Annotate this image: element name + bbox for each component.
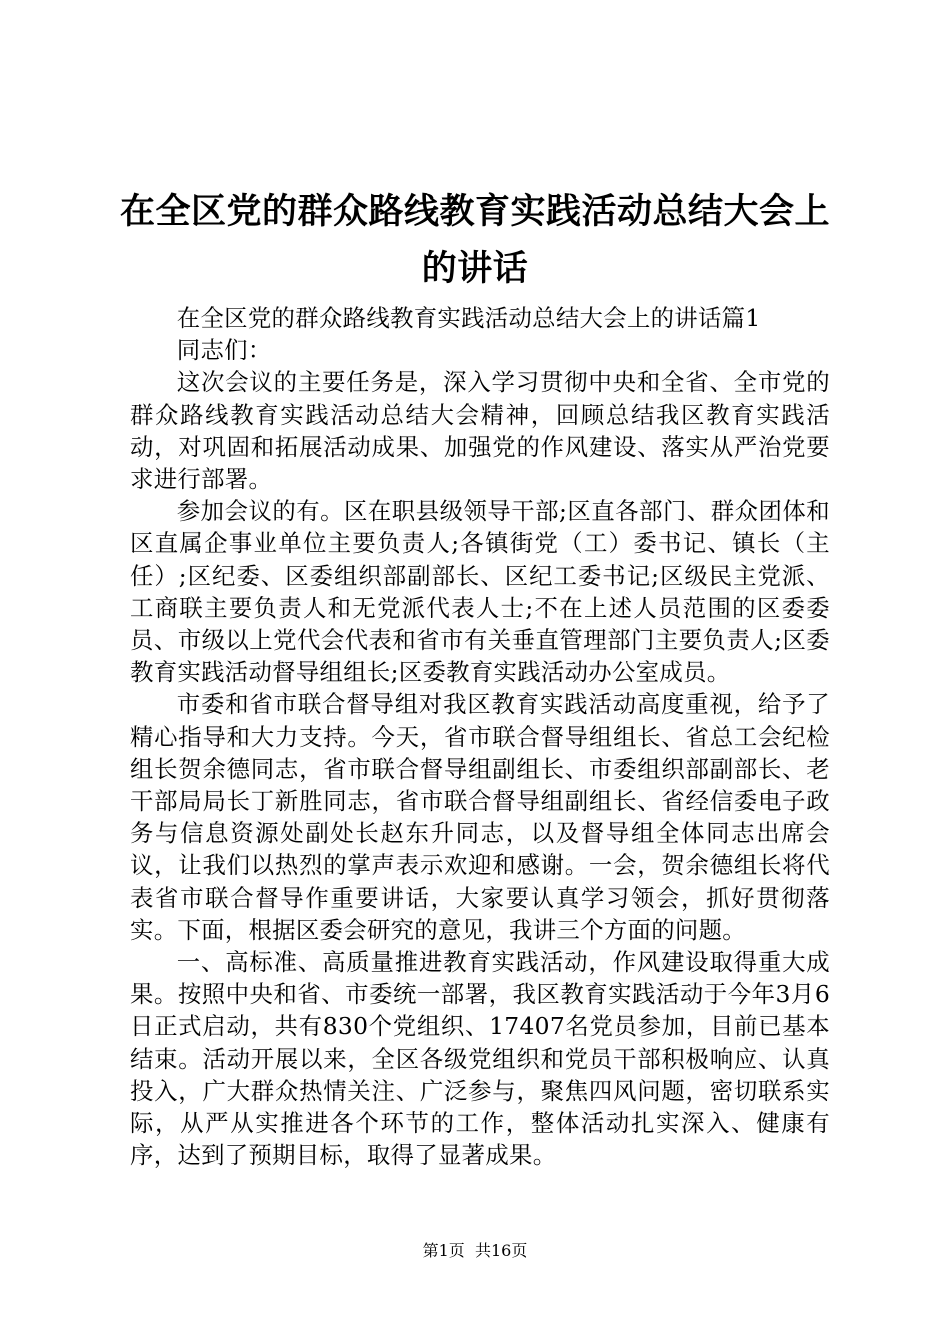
page-footer [0, 1240, 950, 1262]
paragraph-heading: 在全区党的群众路线教育实践活动总结大会上的讲话篇1 [176, 304, 761, 332]
paragraph: 这次会议的主要任务是，深入学习贯彻中央和全省、全市党的群众路线教育实践活动总结大会精神，回顾总结我区教育实践活动，对巩固和拓展活动成果、加强党的作风建设、落实从严治党要求进行部署。 [130, 368, 830, 494]
document-body [130, 302, 830, 1171]
footer-spacer [465, 1241, 475, 1260]
paragraph: 参加会议的有。区在职县级领导干部;区直各部门、群众团体和区直属企事业单位主要负责人;各镇街党（工）委书记、镇长（主任）;区纪委、区委组织部副部长、区纪工委书记;区级民主党派、工商联主要负责人和无党派代表人士;不在上述人员范围的区委委员、市级以上党代会代表和省市有关垂直管理部门主要负责人;区委教育实践活动督导组组长;区委教育实践活动办公室成员。 [130, 497, 830, 687]
paragraph: 一、高标准、高质量推进教育实践活动，作风建设取得重大成果。按照中央和省、市委统一部署，我区教育实践活动于今年3月6日正式启动，共有830个党组织、17407名党员参加，目前已基本结束。活动开展以来，全区各级党组织和党员干部积极响应、认真投入，广大群众热情关注、广泛参与，聚焦四风问题，密切联系实际，从严从实推进各个环节的工作，整体活动扎实深入、健康有序，达到了预期目标，取得了显著成果。 [130, 948, 830, 1170]
page-total: 共16页 [474, 1241, 528, 1260]
document-title: 在全区党的群众路线教育实践活动总结大会上的讲话 [119, 191, 830, 289]
paragraph: 市委和省市联合督导组对我区教育实践活动高度重视，给予了精心指导和大力支持。今天，省市联合督导组组长、省总工会纪检组长贺余德同志，省市联合督导组副组长、市委组织部副部长、老干部局局长丁新胜同志，省市联合督导组副组长、省经信委电子政务与信息资源处副处长赵东升同志，以及督导组全体同志出席会议，让我们以热烈的掌声表示欢迎和感谢。一会，贺余德组长将代表省市联合督导作重要讲话，大家要认真学习领会，抓好贯彻落实。下面，根据区委会研究的意见，我讲三个方面的问题。 [130, 690, 830, 944]
page-number: 第1页 [422, 1241, 465, 1260]
paragraph-salutation: 同志们： [176, 336, 272, 365]
